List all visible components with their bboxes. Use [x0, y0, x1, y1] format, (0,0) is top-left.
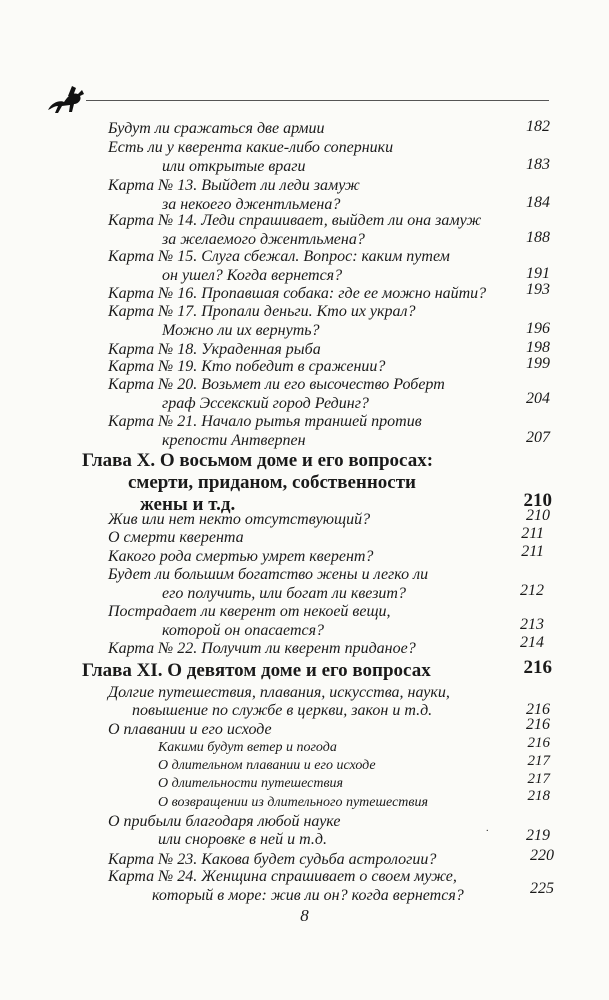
toc-entry: Жив или нет некто отсутствующий?	[108, 511, 371, 528]
toc-subentry: Какими будут ветер и погода	[158, 740, 337, 755]
horseman-ornament-icon	[42, 82, 90, 118]
toc-entry: Будут ли сражаться две армии	[108, 120, 325, 137]
toc-page: 193	[526, 281, 550, 298]
toc-page: 216	[526, 701, 550, 718]
toc-page: 212	[520, 582, 544, 599]
toc-entry: Карта № 14. Леди спрашивает, выйдет ли она замуж	[108, 212, 482, 229]
chapter-page: 216	[523, 657, 552, 678]
toc-page: 213	[520, 616, 544, 633]
toc-entry: Карта № 18. Украденная рыба	[108, 341, 321, 358]
toc-entry: Карта № 23. Какова будет судьба астрологии?	[108, 851, 437, 868]
toc-entry-cont: или сноровке в ней и т.д.	[158, 831, 327, 848]
toc-page: 217	[527, 771, 550, 787]
toc-page: 184	[526, 194, 550, 211]
toc-entry: О смерти кверента	[108, 529, 244, 546]
toc-page: 207	[526, 429, 550, 446]
toc-subentry: О длительном плавании и его исходе	[158, 758, 376, 773]
toc-entry-cont: граф Эссекский город Рединг?	[162, 395, 369, 412]
toc-entry-cont: крепости Антверпен	[162, 432, 306, 449]
toc-page: 191	[526, 265, 550, 282]
toc-page: 199	[526, 355, 550, 372]
toc-page: 216	[527, 735, 550, 751]
toc-entry: Карта № 17. Пропали деньги. Кто их украл?	[108, 303, 416, 320]
toc-entry: О плавании и его исходе	[108, 721, 272, 738]
header-rule	[86, 100, 549, 101]
toc-entry-cont: повышение по службе в церкви, закон и т.д.	[132, 702, 433, 719]
toc-entry: Карта № 24. Женщина спрашивает о своем муже,	[108, 868, 457, 885]
toc-page: 217	[527, 753, 550, 769]
toc-entry-cont: за некоего джентльмена?	[162, 196, 341, 213]
toc-entry: Карта № 19. Кто победит в сражении?	[108, 358, 386, 375]
toc-entry-cont: его получить, или богат ли квезит?	[162, 585, 406, 602]
toc-page: 219	[526, 827, 550, 844]
toc-entry: Есть ли у кверента какие-либо соперники	[108, 139, 394, 156]
toc-entry: Карта № 21. Начало рытья траншей против	[108, 413, 422, 430]
toc-page: 183	[526, 156, 550, 173]
toc-entry: Карта № 15. Слуга сбежал. Вопрос: каким путем	[108, 248, 450, 265]
chapter-heading-cont: жены и т.д.	[140, 494, 236, 515]
chapter-page: 210	[523, 490, 552, 511]
toc-entry: О прибыли благодаря любой науке	[108, 813, 341, 830]
toc-entry-cont: за желаемого джентльмена?	[162, 231, 365, 248]
toc-page: 225	[530, 880, 554, 897]
toc-entry: Карта № 13. Выйдет ли леди замуж	[108, 177, 360, 194]
toc-page: 218	[527, 788, 550, 804]
toc-page: 198	[526, 339, 550, 356]
page-number: 8	[300, 906, 309, 925]
chapter-heading: Глава X. О восьмом доме и его вопросах:	[82, 450, 434, 471]
toc-subentry: О длительности путешествия	[158, 776, 344, 791]
toc-page: 204	[526, 390, 550, 407]
dot-mark: .	[486, 823, 489, 834]
toc-page: 210	[526, 507, 550, 524]
toc-entry: Долгие путешествия, плавания, искусства, науки,	[108, 684, 450, 701]
toc-entry-cont: или открытые враги	[162, 158, 306, 175]
toc-entry: Пострадает ли кверент от некоей вещи,	[108, 603, 391, 620]
chapter-heading: Глава XI. О девятом доме и его вопросах	[82, 660, 431, 681]
toc-entry: Будет ли большим богатство жены и легко ли	[108, 566, 429, 583]
toc-page: 214	[520, 634, 544, 651]
toc-page: 211	[521, 543, 544, 560]
toc-entry-cont: Можно ли их вернуть?	[162, 322, 320, 339]
toc-entry-cont: который в море: жив ли он? когда вернется?	[152, 887, 464, 904]
toc-entry: Карта № 20. Возьмет ли его высочество Роберт	[108, 376, 445, 393]
toc-page: 196	[526, 320, 550, 337]
toc-page: 216	[526, 716, 550, 733]
toc-entry: Карта № 22. Получит ли кверент приданое?	[108, 640, 416, 657]
toc-page: 211	[521, 525, 544, 542]
toc-subentry: О возвращении из длительного путешествия	[158, 795, 428, 810]
toc-entry: Карта № 16. Пропавшая собака: где ее можно найти?	[108, 285, 487, 302]
toc-entry-cont: он ушел? Когда вернется?	[162, 267, 343, 284]
chapter-heading-cont: смерти, приданом, собственности	[128, 472, 417, 493]
toc-entry-cont: которой он опасается?	[162, 622, 325, 639]
toc-page: 182	[526, 118, 550, 135]
toc-page: 188	[526, 229, 550, 246]
toc-page: 220	[530, 847, 554, 864]
toc-entry: Какого рода смертью умрет кверент?	[108, 548, 374, 565]
